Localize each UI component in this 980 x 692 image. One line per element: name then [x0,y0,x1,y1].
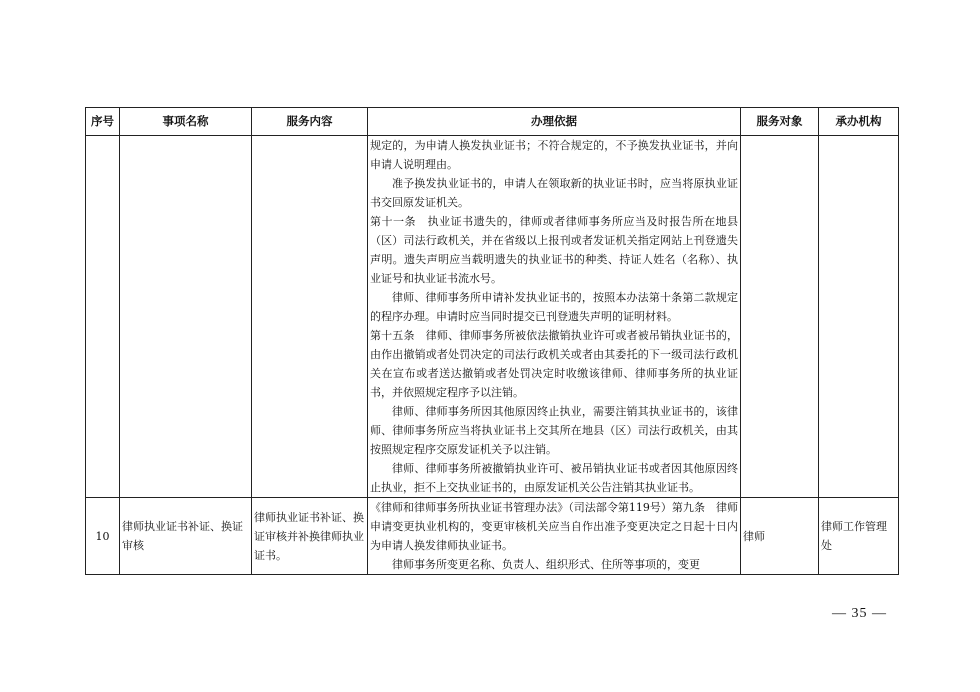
header-org: 承办机构 [819,108,899,136]
basis-paragraph: 准予换发执业证书的，申请人在领取新的执业证书时，应当将原执业证书交回原发证机关。 [370,177,738,209]
row1-basis [368,136,741,498]
header-basis: 办理依据 [368,108,741,136]
basis-paragraph: 第十五条 律师、律师事务所被依法撤销执业许可或者被吊销执业证书的，由作出撤销或者处罚决定的司法行政机关或者由其委托的下一级司法行政机关在宣布或者送达撤销或者处罚决定时收缴该律师、律师事务所的执业证书，并依照规定程序予以注销。 [370,329,738,399]
header-service-target: 服务对象 [741,108,819,136]
row1-content [252,136,368,498]
basis-paragraph: 律师、律师事务所被撤销执业许可、被吊销执业证书或者因其他原因终止执业，拒不上交执业证书的，由原发证机关公告注销其执业证书。 [370,462,738,494]
row1-name [120,136,252,498]
row1-org [819,136,899,498]
table-row [86,136,899,498]
header-item-name: 事项名称 [120,108,252,136]
header-no: 序号 [86,108,120,136]
row2-no: 10 [86,498,120,575]
row2-target: 律师 [741,498,819,575]
basis-paragraph: 律师事务所变更名称、负责人、组织形式、住所等事项的，变更 [392,558,700,571]
row1-no [86,136,120,498]
row2-org: 律师工作管理处 [819,498,899,575]
basis-paragraph: 《律师和律师事务所执业证书管理办法》（司法部令第119号）第九条 律师申请变更执业机构的，变更审核机关应当自作出准予变更决定之日起十日内为申请人换发律师执业证书。 [370,501,738,552]
page-number: — 35 — [832,606,887,621]
basis-paragraph: 第十一条 执业证书遗失的，律师或者律师事务所应当及时报告所在地县（区）司法行政机关，并在省级以上报刊或者发证机关指定网站上刊登遗失声明。遗失声明应当载明遗失的执业证书的种类、持证人姓名（名称）、执业证号和执业证书流水号。 [370,215,738,285]
header-service-content: 服务内容 [252,108,368,136]
row1-target [741,136,819,498]
basis-paragraph: 规定的，为申请人换发执业证书；不符合规定的，不予换发执业证书，并向申请人说明理由。 [370,139,738,171]
row2-name: 律师执业证书补证、换证审核 [120,498,252,575]
basis-paragraph: 律师、律师事务所申请补发执业证书的，按照本办法第十条第二款规定的程序办理。申请时应当同时提交已刊登遗失声明的证明材料。 [370,291,738,323]
basis-paragraph: 律师、律师事务所因其他原因终止执业，需要注销其执业证书的，该律师、律师事务所应当将执业证书上交其所在地县（区）司法行政机关，由其按照规定程序交原发证机关予以注销。 [370,405,738,456]
service-table [85,107,899,575]
table-row [86,498,899,575]
row2-basis [368,498,741,575]
row2-content: 律师执业证书补证、换证审核并补换律师执业证书。 [252,498,368,575]
table-header-row [86,108,899,136]
